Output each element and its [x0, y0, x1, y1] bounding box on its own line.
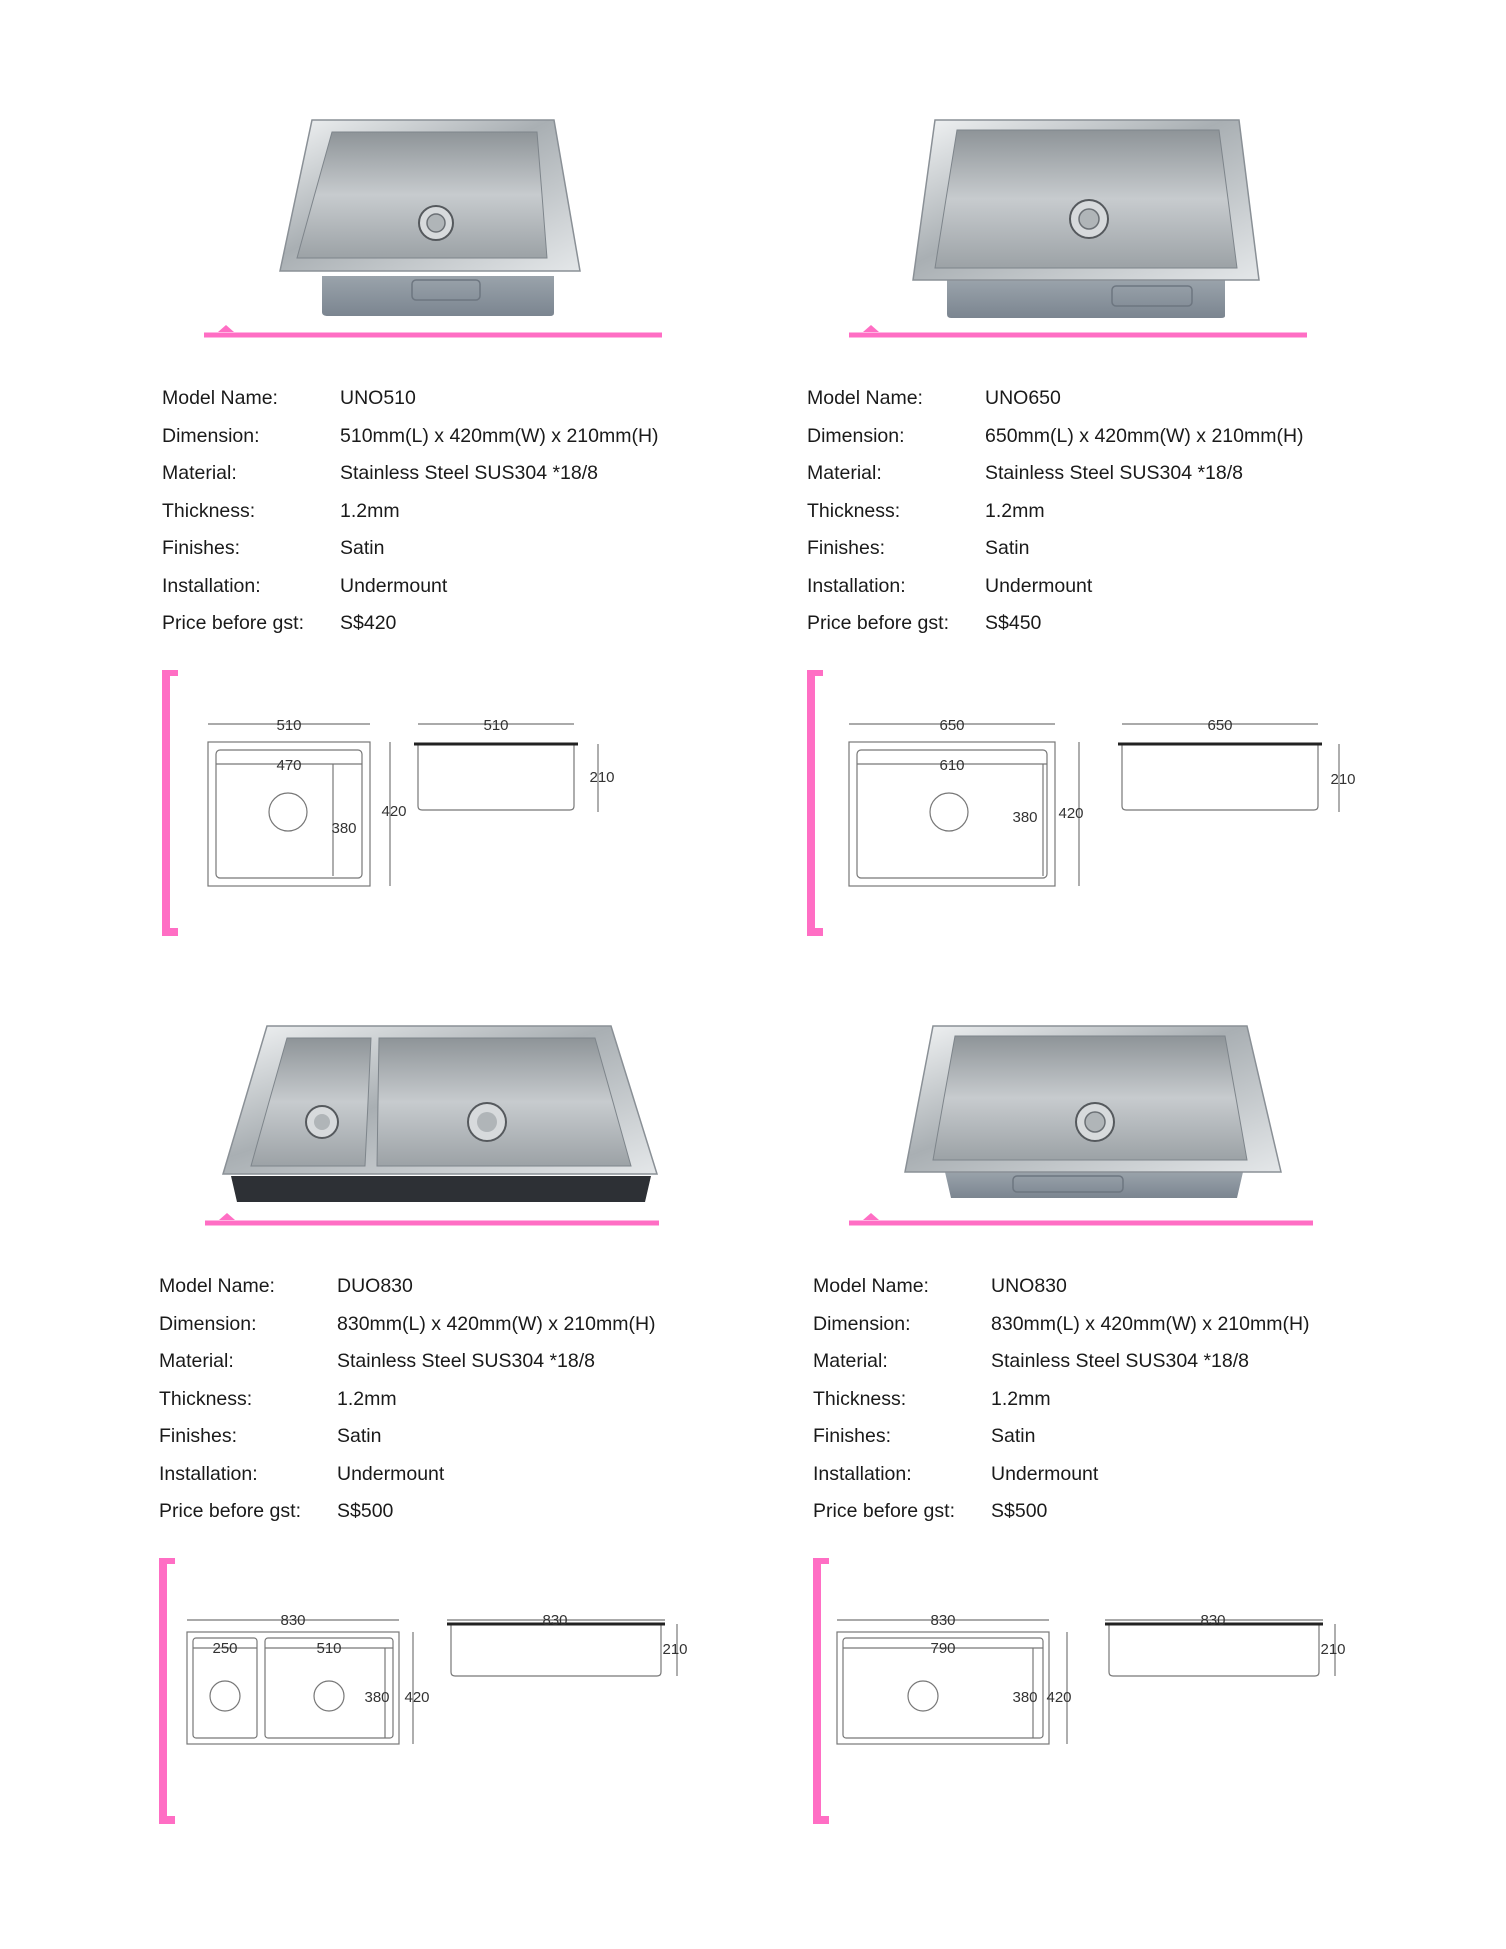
spec-label: Thickness:: [807, 499, 901, 522]
spec-label: Dimension:: [162, 424, 260, 447]
spec-label: Model Name:: [813, 1275, 929, 1297]
spec-value-model: UNO650: [985, 387, 1061, 409]
sink-photo: [179, 1006, 659, 1256]
spec-value-dimension: 510mm(L) x 420mm(W) x 210mm(H): [340, 424, 659, 447]
sink-photo: [833, 1006, 1313, 1256]
technical-drawing: [807, 670, 1407, 940]
spec-value-finishes: Satin: [337, 1425, 382, 1447]
spec-value-thickness: 1.2mm: [337, 1387, 397, 1410]
dim-side-length: 830: [542, 1612, 568, 1629]
pink-bracket: [817, 1560, 829, 1820]
spec-label: Installation:: [807, 574, 906, 597]
spec-value-thickness: 1.2mm: [340, 499, 400, 522]
dim-large-bowl: 510: [316, 1640, 342, 1657]
dim-height: 210: [662, 1641, 688, 1658]
spec-label: Material:: [807, 462, 882, 484]
spec-value-price: S$420: [340, 612, 397, 634]
spec-label: Dimension:: [813, 1312, 911, 1335]
spec-label: Material:: [159, 1350, 234, 1372]
spec-value-material: Stainless Steel SUS304 *18/8: [991, 1350, 1249, 1372]
dim-outer-length: 650: [939, 717, 965, 734]
spec-value-model: UNO830: [991, 1275, 1067, 1297]
dim-outer-width: 420: [404, 1689, 430, 1706]
spec-label: Installation:: [162, 574, 261, 597]
product-card-uno650: [807, 118, 1427, 1018]
dim-inner-width: 380: [364, 1689, 390, 1706]
spec-value-installation: Undermount: [340, 574, 448, 597]
spec-label: Thickness:: [159, 1387, 253, 1410]
spec-value-price: S$500: [337, 1500, 394, 1522]
spec-value-model: DUO830: [337, 1275, 413, 1297]
spec-value-material: Stainless Steel SUS304 *18/8: [337, 1350, 595, 1372]
spec-label: Finishes:: [813, 1425, 892, 1447]
spec-label: Price before gst:: [813, 1500, 955, 1522]
spec-label: Thickness:: [162, 499, 256, 522]
dim-inner-length: 470: [276, 757, 302, 774]
dim-side-length: 830: [1200, 1612, 1226, 1629]
dim-height: 210: [589, 769, 615, 786]
spec-label: Material:: [813, 1350, 888, 1372]
dim-inner-width: 380: [1012, 1689, 1038, 1706]
pink-bracket: [163, 1560, 175, 1820]
dim-inner-width: 380: [1012, 809, 1038, 826]
dim-inner-length: 610: [939, 757, 965, 774]
spec-value-dimension: 650mm(L) x 420mm(W) x 210mm(H): [985, 424, 1304, 447]
product-card-uno510: [162, 118, 782, 1018]
spec-label: Finishes:: [159, 1425, 238, 1447]
sink-photo: [827, 118, 1307, 368]
dim-outer-width: 420: [1046, 1689, 1072, 1706]
spec-value-price: S$450: [985, 612, 1042, 634]
spec-label: Material:: [162, 462, 237, 484]
spec-label: Finishes:: [807, 537, 886, 559]
technical-drawing: [159, 1558, 759, 1828]
spec-label: Dimension:: [159, 1312, 257, 1335]
dim-side-length: 510: [483, 717, 509, 734]
spec-value-dimension: 830mm(L) x 420mm(W) x 210mm(H): [337, 1312, 656, 1335]
dim-small-bowl: 250: [212, 1640, 238, 1657]
spec-label: Thickness:: [813, 1387, 907, 1410]
spec-label: Price before gst:: [162, 612, 304, 634]
spec-label: Installation:: [159, 1462, 258, 1485]
dim-height: 210: [1320, 1641, 1346, 1658]
dim-outer-length: 830: [280, 1612, 306, 1629]
dim-outer-length: 830: [930, 1612, 956, 1629]
dim-height: 210: [1330, 771, 1356, 788]
spec-value-installation: Undermount: [985, 574, 1093, 597]
spec-value-finishes: Satin: [991, 1425, 1036, 1447]
spec-value-thickness: 1.2mm: [985, 499, 1045, 522]
dim-inner-width: 380: [331, 820, 357, 837]
dim-inner-length: 790: [930, 1640, 956, 1657]
product-card-duo830: [159, 1006, 779, 1906]
spec-value-finishes: Satin: [985, 537, 1030, 559]
dim-outer-width: 420: [381, 803, 407, 820]
spec-label: Finishes:: [162, 537, 241, 559]
dim-outer-width: 420: [1058, 805, 1084, 822]
spec-value-dimension: 830mm(L) x 420mm(W) x 210mm(H): [991, 1312, 1310, 1335]
sink-photo: [182, 118, 662, 368]
dim-outer-length: 510: [276, 717, 302, 734]
technical-drawing: [813, 1558, 1413, 1828]
pink-bracket: [166, 672, 178, 932]
dim-side-length: 650: [1207, 717, 1233, 734]
spec-label: Model Name:: [162, 387, 278, 409]
spec-value-material: Stainless Steel SUS304 *18/8: [340, 462, 598, 484]
spec-label: Model Name:: [159, 1275, 275, 1297]
spec-label: Price before gst:: [807, 612, 949, 634]
technical-drawing: [162, 670, 762, 940]
spec-label: Price before gst:: [159, 1500, 301, 1522]
spec-label: Dimension:: [807, 424, 905, 447]
spec-label: Installation:: [813, 1462, 912, 1485]
spec-value-model: UNO510: [340, 387, 416, 409]
spec-label: Model Name:: [807, 387, 923, 409]
spec-value-thickness: 1.2mm: [991, 1387, 1051, 1410]
spec-value-installation: Undermount: [991, 1462, 1099, 1485]
spec-value-installation: Undermount: [337, 1462, 445, 1485]
spec-value-price: S$500: [991, 1500, 1048, 1522]
spec-value-material: Stainless Steel SUS304 *18/8: [985, 462, 1243, 484]
product-card-uno830: [813, 1006, 1433, 1906]
spec-value-finishes: Satin: [340, 537, 385, 559]
pink-bracket: [811, 672, 823, 932]
